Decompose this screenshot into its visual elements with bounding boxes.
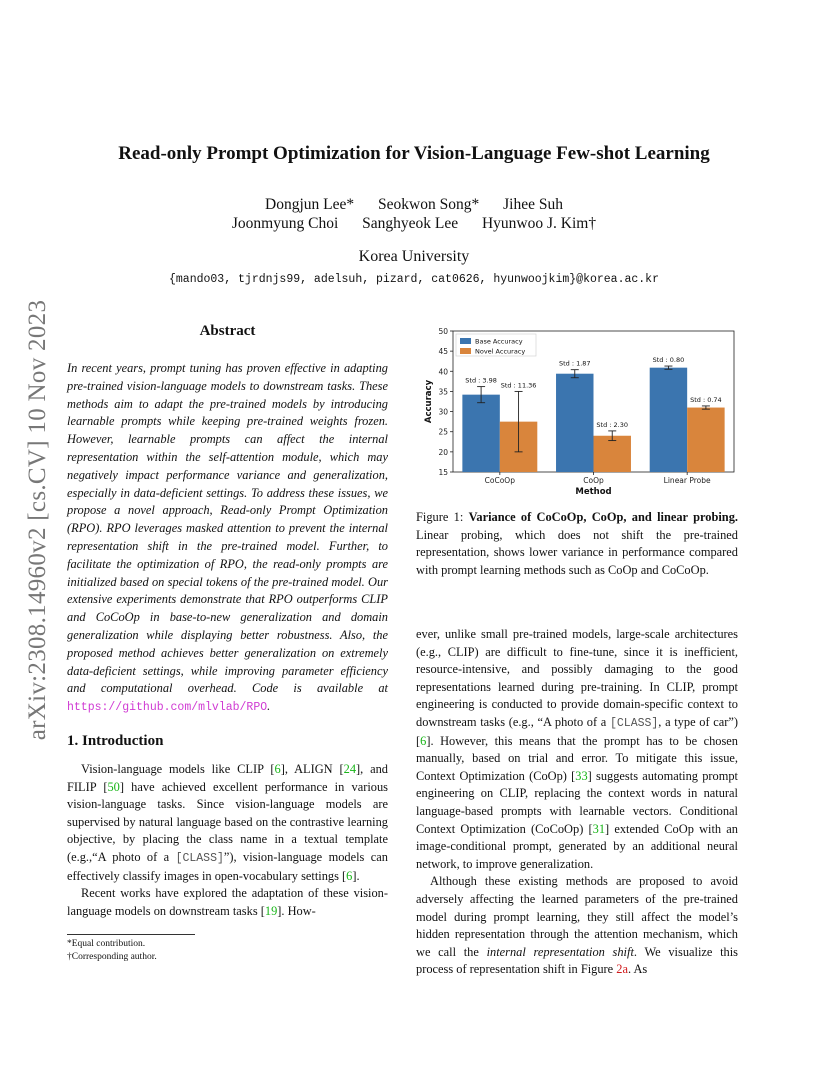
author: Sanghyeok Lee <box>362 215 459 232</box>
citation-link[interactable]: 6 <box>420 733 427 748</box>
figure-ref-link[interactable]: 2a <box>616 962 628 977</box>
citation-link[interactable]: 50 <box>107 779 120 794</box>
footnote-rule <box>67 934 195 935</box>
code-link[interactable]: https://github.com/mlvlab/RPO <box>67 701 268 715</box>
bar-novel <box>687 408 724 472</box>
intro-right-column <box>416 626 738 979</box>
y-tick-label: 45 <box>438 347 448 357</box>
caption-title: Variance of CoCoOp, CoOp, and linear probing. <box>468 510 738 524</box>
author: Dongjun Lee* <box>265 196 355 213</box>
citation-link[interactable]: 31 <box>592 821 606 836</box>
abstract-body: In recent years, prompt tuning has proven effective in adapting pre-trained vision-language models to downstream tasks. These methods aim to adapt the pre-trained models by introducing learnable prompts while keeping pre-trained weights frozen. However, learnable prompts can affect the internal representation within the self-attention module, which may negatively impact performance variance and generalization, especially in data-deficient settings. To address these issues, we propose a novel approach, Read-only Prompt Optimization (RPO). RPO leverages masked attention to prevent the internal representation shift in the pre-trained model. Further, to facilitate the optimization of RPO, the read-only prompts are initialized based on special tokens of the pre-trained model. Our extensive experiments demonstrate that RPO outperforms CLIP and CoCoOp in base-to-new generalization and domain generalization while displaying better robustness. Also, the proposed method achieves better generalization on extremely data-deficient settings, while improving parameter efficiency and computational overhead. Code is available at https://github.com/mlvlab/RPO. <box>67 361 388 715</box>
abstract-heading: Abstract <box>199 323 256 339</box>
affiliation: Korea University <box>358 248 470 265</box>
legend-label: Base Accuracy <box>475 337 523 346</box>
y-tick-label: 20 <box>438 447 448 457</box>
citation-link[interactable]: 6 <box>274 762 281 776</box>
y-tick-label: 50 <box>438 327 448 336</box>
arxiv-stamp <box>18 280 58 760</box>
x-tick-label: Linear Probe <box>663 476 711 485</box>
y-axis-label: Accuracy <box>424 379 434 424</box>
paper-title: Read-only Prompt Optimization for Vision-Language Few-shot Learning <box>118 143 710 164</box>
author: Joonmyung Choi <box>231 215 339 232</box>
y-tick-label: 35 <box>438 387 448 397</box>
footnote-equal: *Equal contribution. <box>67 939 146 949</box>
std-label: Std : 0.74 <box>690 395 722 404</box>
bar-novel <box>594 436 631 472</box>
y-tick-label: 40 <box>438 367 448 377</box>
intro-left-column <box>67 761 388 920</box>
author-emails: {mando03, tjrdnjs99, adelsuh, pizard, cat0626, hyunwoojkim}@korea.ac.kr <box>169 273 659 286</box>
citation-link[interactable]: 33 <box>575 768 588 783</box>
y-tick-label: 25 <box>438 427 448 437</box>
y-tick-label: 30 <box>438 407 448 417</box>
figure-1-chart <box>416 320 738 502</box>
bar-base <box>556 374 593 472</box>
authors-row-1 <box>0 196 828 214</box>
caption-label: Figure 1: <box>416 510 469 524</box>
std-label: Std : 3.98 <box>465 376 497 385</box>
author: Hyunwoo J. Kim† <box>481 215 597 232</box>
legend-label: Novel Accuracy <box>475 347 526 356</box>
paragraph: ever, unlike small pre-trained models, large-scale architectures (e.g., CLIP) are difficult to fine-tune, since it is inefficient, resource-intensive, and possibly damaging to the good representations learned during pre-training. In CLIP, prompt engineering is conducted to provide domain-specific context to downstream tasks (e.g., “A photo of a [CLASS], a type of car”) [6]. However, this means that the prompt has to be chosen manually, based on trial and error. To mitigate this issue, Context Optimization (CoOp) [33] suggests automating prompt engineering on CLIP, replacing the context words in natural language-based prompts with learnable vectors. Conditional Context Optimization (CoCoOp) [31] extended CoOp with an image-conditional prompt, generated by an additional neural network, to improve generalization. <box>416 627 738 871</box>
authors-row-2 <box>0 215 828 233</box>
footnote-corresponding: †Corresponding author. <box>67 952 157 962</box>
bar-base <box>650 368 687 472</box>
y-tick-label: 15 <box>438 468 448 477</box>
x-tick-label: CoCoOp <box>484 476 515 485</box>
class-token: [CLASS] <box>175 851 224 865</box>
std-label: Std : 2.30 <box>596 420 629 429</box>
x-axis-label: Method <box>575 487 612 497</box>
legend-swatch <box>460 338 471 344</box>
bar-base <box>462 395 499 472</box>
figure-1-caption <box>416 509 738 579</box>
paragraph: Recent works have explored the adaptation of these vision-language models on downstream tasks [19]. How- <box>67 886 388 918</box>
author: Seokwon Song* <box>378 196 480 213</box>
paragraph: Vision-language models like CLIP [6], ALIGN [24], and FILIP [50] have achieved excellent performance in various vision-language tasks. Since vision-language models are supervised by natural language based on the contrastive learning objective, by placing the class name in a textual template (e.g.,“A photo of a [CLASS]”), vision-language models can effectively classify images in open-vocabulary settings [6]. <box>67 762 388 883</box>
std-label: Std : 0.80 <box>652 356 685 365</box>
std-label: Std : 1.87 <box>558 359 591 368</box>
x-tick-label: CoOp <box>583 476 604 485</box>
class-token: [CLASS] <box>609 716 659 730</box>
paragraph: Although these existing methods are proposed to avoid adversely affecting the learned parameters of the pre-trained model during prompt learning, they still affect the model’s hidden representation through the attention mechanism, which we call the internal representation shift. We visualize this process of representation shift in Figure 2a. As <box>416 874 738 977</box>
arxiv-id: arXiv:2308.14960v2 [cs.CV] 10 Nov 2023 <box>24 299 51 741</box>
caption-text: Linear probing, which does not shift the pre-trained representation, shows lower variance in performance compared with prompt learning methods such as CoOp and CoCoOp. <box>416 527 738 577</box>
legend-swatch <box>460 348 471 354</box>
citation-link[interactable]: 19 <box>264 903 278 918</box>
citation-link[interactable]: 6 <box>346 868 353 883</box>
section-heading-introduction: 1. Introduction <box>67 733 164 749</box>
std-label: Std : 11.36 <box>500 381 537 390</box>
citation-link[interactable]: 24 <box>343 762 357 776</box>
abstract-text: In recent years, prompt tuning has proven effective in adapting pre-trained vision-language models to downstream tasks. These methods aim to adapt the pre-trained models by introducing learnable prompts while keeping pre-trained weights frozen. However, learnable prompts can affect the internal representation within the self-attention module, which may negatively impact performance variance and generalization, especially in data-deficient settings. To address these issues, we propose a novel approach, Read-only Prompt Optimization (RPO). RPO leverages masked attention to prevent the internal representation shift in the pre-trained model. Further, to facilitate the optimization of RPO, the read-only prompts are initialized based on special tokens of the pre-trained model. Our extensive experiments demonstrate that RPO outperforms CLIP and CoCoOp in base-to-new generalization and domain generalization while displaying better robustness. Also, the proposed method achieves better generalization on extremely data-deficient settings, while improving parameter efficiency and computational overhead. Code is available at <box>67 361 388 696</box>
author: Jihee Suh <box>503 196 563 213</box>
